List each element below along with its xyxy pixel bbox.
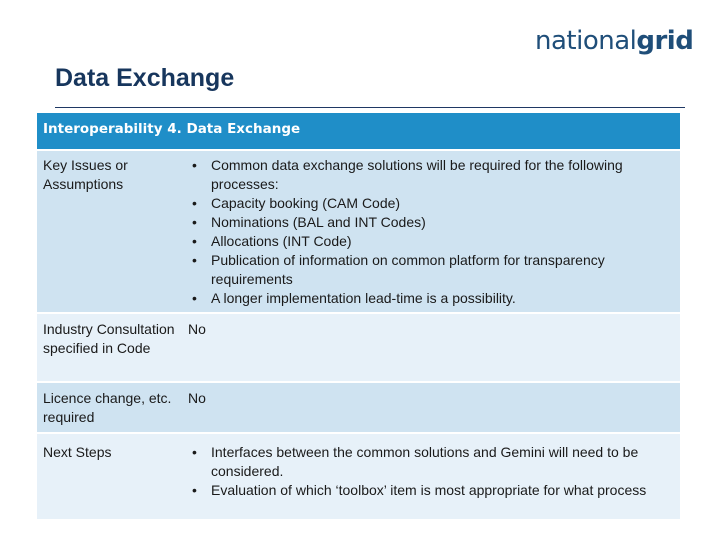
table-header-row — [37, 113, 680, 150]
bullet-item: • Common data exchange solutions will be required for the following processes: — [188, 156, 674, 194]
table-header: Interoperability 4. Data Exchange — [37, 113, 680, 150]
row-label: Licence change, etc. required — [37, 382, 182, 433]
bullet-item: • A longer implementation lead-time is a possibility. — [188, 289, 674, 308]
data-exchange-table — [37, 113, 680, 521]
bullet-item: • Publication of information on common platform for transparency requirements — [188, 251, 674, 289]
bullet-list — [188, 156, 674, 308]
table-row-next-steps — [37, 433, 680, 520]
logo-text-grid: grid — [636, 26, 694, 56]
bullet-item: • Nominations (BAL and INT Codes) — [188, 213, 674, 232]
bullet-item: • Evaluation of which ‘toolbox’ item is most appropriate for what process — [188, 481, 674, 500]
page-title: Data Exchange — [55, 64, 235, 92]
row-label: Industry Consultation specified in Code — [37, 313, 182, 382]
logo-text-national: national — [535, 26, 637, 56]
table-row-industry-consultation — [37, 313, 680, 382]
title-divider — [55, 107, 685, 108]
bullet-item: • Interfaces between the common solutions and Gemini will need to be considered. — [188, 443, 674, 481]
table-row-licence-change — [37, 382, 680, 433]
bullet-item: • Capacity booking (CAM Code) — [188, 194, 674, 213]
row-value: No — [182, 382, 680, 433]
row-content — [182, 433, 680, 520]
row-label: Next Steps — [37, 433, 182, 520]
row-label: Key Issues or Assumptions — [37, 150, 182, 313]
row-content — [182, 150, 680, 313]
bullet-list — [188, 443, 674, 500]
row-value: No — [182, 313, 680, 382]
table-row-key-issues — [37, 150, 680, 313]
national-grid-logo — [535, 26, 693, 56]
bullet-item: • Allocations (INT Code) — [188, 232, 674, 251]
